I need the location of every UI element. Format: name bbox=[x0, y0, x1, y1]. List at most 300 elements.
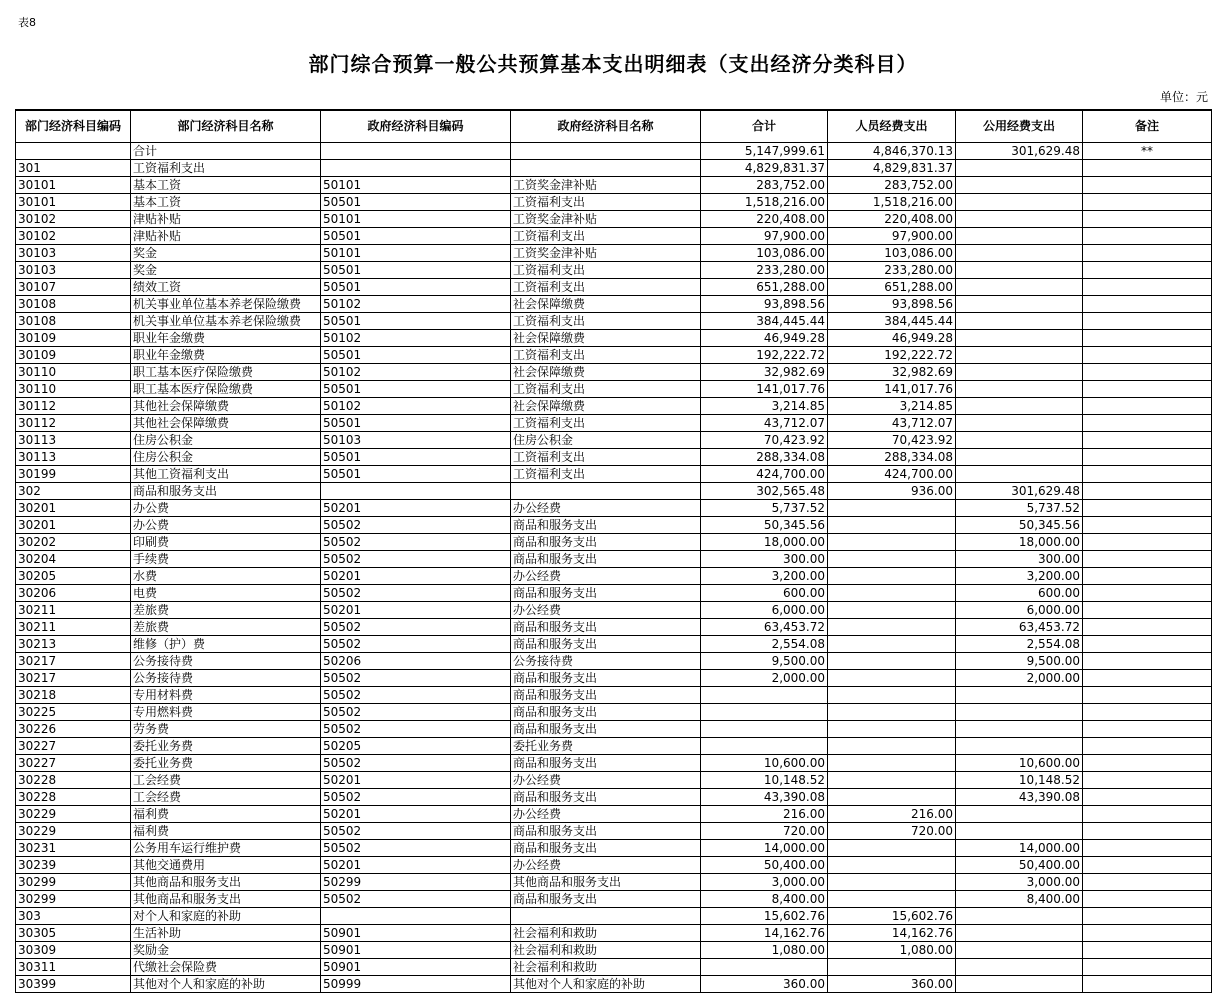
cell-note bbox=[1083, 398, 1212, 415]
cell-dept-code: 30109 bbox=[16, 330, 131, 347]
cell-dept-code: 30108 bbox=[16, 313, 131, 330]
cell-gov-code: 50502 bbox=[321, 619, 511, 636]
cell-note bbox=[1083, 245, 1212, 262]
cell-gov-code: 50502 bbox=[321, 840, 511, 857]
cell-public bbox=[956, 398, 1083, 415]
cell-gov-code: 50502 bbox=[321, 704, 511, 721]
table-row bbox=[16, 585, 1212, 602]
table-row bbox=[16, 330, 1212, 347]
cell-gov-name: 工资福利支出 bbox=[511, 415, 701, 432]
cell-dept-code: 30227 bbox=[16, 738, 131, 755]
cell-total: 192,222.72 bbox=[701, 347, 828, 364]
cell-personnel: 43,712.07 bbox=[828, 415, 956, 432]
cell-gov-code: 50501 bbox=[321, 313, 511, 330]
cell-personnel: 103,086.00 bbox=[828, 245, 956, 262]
cell-gov-name: 办公经费 bbox=[511, 857, 701, 874]
table-row bbox=[16, 772, 1212, 789]
cell-public bbox=[956, 228, 1083, 245]
cell-personnel: 936.00 bbox=[828, 483, 956, 500]
cell-personnel bbox=[828, 653, 956, 670]
cell-personnel bbox=[828, 670, 956, 687]
cell-dept-name: 职工基本医疗保险缴费 bbox=[131, 381, 321, 398]
cell-dept-code: 302 bbox=[16, 483, 131, 500]
cell-gov-name: 社会福利和救助 bbox=[511, 925, 701, 942]
cell-dept-code: 30211 bbox=[16, 619, 131, 636]
table-row bbox=[16, 823, 1212, 840]
cell-dept-code: 30101 bbox=[16, 177, 131, 194]
header-row bbox=[16, 110, 1212, 143]
table-row bbox=[16, 568, 1212, 585]
cell-gov-name bbox=[511, 908, 701, 925]
cell-total: 288,334.08 bbox=[701, 449, 828, 466]
cell-public bbox=[956, 262, 1083, 279]
table-row bbox=[16, 721, 1212, 738]
cell-dept-name: 维修（护）费 bbox=[131, 636, 321, 653]
table-row bbox=[16, 313, 1212, 330]
header-dept-code: 部门经济科目编码 bbox=[16, 110, 131, 143]
cell-note bbox=[1083, 177, 1212, 194]
cell-gov-code bbox=[321, 483, 511, 500]
cell-gov-code: 50502 bbox=[321, 517, 511, 534]
cell-gov-code: 50201 bbox=[321, 500, 511, 517]
cell-gov-code: 50205 bbox=[321, 738, 511, 755]
cell-note bbox=[1083, 925, 1212, 942]
cell-gov-code: 50502 bbox=[321, 585, 511, 602]
cell-gov-code: 50501 bbox=[321, 279, 511, 296]
cell-note bbox=[1083, 619, 1212, 636]
cell-public: 9,500.00 bbox=[956, 653, 1083, 670]
cell-dept-name: 差旅费 bbox=[131, 602, 321, 619]
cell-dept-code: 30107 bbox=[16, 279, 131, 296]
cell-note bbox=[1083, 738, 1212, 755]
cell-dept-code: 301 bbox=[16, 160, 131, 177]
cell-public: 600.00 bbox=[956, 585, 1083, 602]
cell-total bbox=[701, 721, 828, 738]
table-row bbox=[16, 279, 1212, 296]
cell-personnel bbox=[828, 789, 956, 806]
cell-dept-name: 代缴社会保险费 bbox=[131, 959, 321, 976]
cell-note bbox=[1083, 704, 1212, 721]
cell-gov-name: 商品和服务支出 bbox=[511, 704, 701, 721]
header-personnel: 人员经费支出 bbox=[828, 110, 956, 143]
cell-gov-code bbox=[321, 143, 511, 160]
cell-gov-name: 办公经费 bbox=[511, 602, 701, 619]
cell-dept-name: 机关事业单位基本养老保险缴费 bbox=[131, 296, 321, 313]
cell-total: 97,900.00 bbox=[701, 228, 828, 245]
cell-dept-name: 办公费 bbox=[131, 500, 321, 517]
cell-public: 5,737.52 bbox=[956, 500, 1083, 517]
cell-gov-code: 50103 bbox=[321, 432, 511, 449]
cell-total: 43,390.08 bbox=[701, 789, 828, 806]
cell-gov-name: 工资福利支出 bbox=[511, 262, 701, 279]
cell-gov-name: 社会保障缴费 bbox=[511, 296, 701, 313]
cell-note bbox=[1083, 585, 1212, 602]
cell-gov-name: 商品和服务支出 bbox=[511, 585, 701, 602]
cell-dept-code: 30112 bbox=[16, 415, 131, 432]
cell-dept-name: 机关事业单位基本养老保险缴费 bbox=[131, 313, 321, 330]
table-row bbox=[16, 670, 1212, 687]
cell-note bbox=[1083, 959, 1212, 976]
cell-personnel: 46,949.28 bbox=[828, 330, 956, 347]
cell-dept-name: 公务用车运行维护费 bbox=[131, 840, 321, 857]
cell-total: 15,602.76 bbox=[701, 908, 828, 925]
cell-personnel bbox=[828, 619, 956, 636]
cell-personnel bbox=[828, 585, 956, 602]
cell-total: 720.00 bbox=[701, 823, 828, 840]
cell-personnel bbox=[828, 840, 956, 857]
table-row bbox=[16, 262, 1212, 279]
cell-dept-code: 30217 bbox=[16, 653, 131, 670]
cell-public bbox=[956, 160, 1083, 177]
cell-gov-name: 工资福利支出 bbox=[511, 449, 701, 466]
cell-public bbox=[956, 279, 1083, 296]
header-public: 公用经费支出 bbox=[956, 110, 1083, 143]
cell-personnel: 424,700.00 bbox=[828, 466, 956, 483]
cell-total: 18,000.00 bbox=[701, 534, 828, 551]
table-row bbox=[16, 534, 1212, 551]
cell-gov-name: 商品和服务支出 bbox=[511, 840, 701, 857]
cell-personnel: 141,017.76 bbox=[828, 381, 956, 398]
table-row bbox=[16, 483, 1212, 500]
cell-public: 50,345.56 bbox=[956, 517, 1083, 534]
cell-note bbox=[1083, 483, 1212, 500]
table-row bbox=[16, 789, 1212, 806]
cell-dept-code: 30218 bbox=[16, 687, 131, 704]
cell-gov-code: 50201 bbox=[321, 568, 511, 585]
table-row bbox=[16, 959, 1212, 976]
cell-public bbox=[956, 738, 1083, 755]
cell-dept-name: 工资福利支出 bbox=[131, 160, 321, 177]
cell-public: 8,400.00 bbox=[956, 891, 1083, 908]
cell-gov-code: 50502 bbox=[321, 823, 511, 840]
cell-personnel bbox=[828, 874, 956, 891]
cell-gov-name: 社会福利和救助 bbox=[511, 942, 701, 959]
cell-dept-name: 合计 bbox=[131, 143, 321, 160]
cell-personnel bbox=[828, 636, 956, 653]
cell-public: 43,390.08 bbox=[956, 789, 1083, 806]
table-header bbox=[16, 110, 1212, 143]
cell-dept-code: 30102 bbox=[16, 211, 131, 228]
cell-total: 384,445.44 bbox=[701, 313, 828, 330]
table-row bbox=[16, 602, 1212, 619]
cell-dept-code: 30113 bbox=[16, 449, 131, 466]
cell-dept-name: 其他商品和服务支出 bbox=[131, 891, 321, 908]
cell-public: 2,554.08 bbox=[956, 636, 1083, 653]
cell-dept-name: 基本工资 bbox=[131, 177, 321, 194]
table-row bbox=[16, 245, 1212, 262]
cell-dept-name: 职工基本医疗保险缴费 bbox=[131, 364, 321, 381]
cell-gov-code: 50901 bbox=[321, 959, 511, 976]
table-row bbox=[16, 500, 1212, 517]
table-row bbox=[16, 432, 1212, 449]
cell-note: ** bbox=[1083, 143, 1212, 160]
cell-dept-code: 30309 bbox=[16, 942, 131, 959]
cell-personnel: 283,752.00 bbox=[828, 177, 956, 194]
cell-note bbox=[1083, 296, 1212, 313]
cell-personnel bbox=[828, 551, 956, 568]
cell-public bbox=[956, 194, 1083, 211]
cell-total bbox=[701, 704, 828, 721]
cell-note bbox=[1083, 347, 1212, 364]
cell-gov-name: 工资福利支出 bbox=[511, 347, 701, 364]
cell-public: 10,600.00 bbox=[956, 755, 1083, 772]
cell-note bbox=[1083, 789, 1212, 806]
cell-dept-name: 奖金 bbox=[131, 262, 321, 279]
table-row bbox=[16, 704, 1212, 721]
cell-gov-name: 商品和服务支出 bbox=[511, 670, 701, 687]
cell-total: 9,500.00 bbox=[701, 653, 828, 670]
cell-dept-name: 职业年金缴费 bbox=[131, 347, 321, 364]
cell-dept-name: 其他工资福利支出 bbox=[131, 466, 321, 483]
cell-personnel: 384,445.44 bbox=[828, 313, 956, 330]
cell-dept-code: 30226 bbox=[16, 721, 131, 738]
cell-public bbox=[956, 347, 1083, 364]
cell-total: 1,080.00 bbox=[701, 942, 828, 959]
cell-gov-name: 商品和服务支出 bbox=[511, 891, 701, 908]
table-row bbox=[16, 806, 1212, 823]
cell-public bbox=[956, 296, 1083, 313]
cell-note bbox=[1083, 262, 1212, 279]
cell-gov-name: 社会保障缴费 bbox=[511, 330, 701, 347]
cell-note bbox=[1083, 976, 1212, 993]
cell-dept-code: 30103 bbox=[16, 262, 131, 279]
cell-dept-name: 津贴补贴 bbox=[131, 228, 321, 245]
cell-public bbox=[956, 687, 1083, 704]
cell-public bbox=[956, 925, 1083, 942]
cell-dept-name: 其他对个人和家庭的补助 bbox=[131, 976, 321, 993]
cell-gov-name: 工资奖金津补贴 bbox=[511, 245, 701, 262]
cell-gov-name: 办公经费 bbox=[511, 500, 701, 517]
table-row bbox=[16, 194, 1212, 211]
cell-personnel: 220,408.00 bbox=[828, 211, 956, 228]
cell-dept-name: 劳务费 bbox=[131, 721, 321, 738]
cell-note bbox=[1083, 857, 1212, 874]
cell-total: 1,518,216.00 bbox=[701, 194, 828, 211]
header-gov-name: 政府经济科目名称 bbox=[511, 110, 701, 143]
table-body bbox=[16, 143, 1212, 993]
table-row bbox=[16, 891, 1212, 908]
cell-dept-name: 其他商品和服务支出 bbox=[131, 874, 321, 891]
cell-dept-code: 30112 bbox=[16, 398, 131, 415]
cell-gov-code: 50502 bbox=[321, 687, 511, 704]
cell-public: 6,000.00 bbox=[956, 602, 1083, 619]
cell-gov-code: 50502 bbox=[321, 636, 511, 653]
cell-personnel: 1,080.00 bbox=[828, 942, 956, 959]
cell-total: 220,408.00 bbox=[701, 211, 828, 228]
cell-gov-code: 50502 bbox=[321, 670, 511, 687]
cell-personnel: 93,898.56 bbox=[828, 296, 956, 313]
cell-total: 283,752.00 bbox=[701, 177, 828, 194]
cell-personnel bbox=[828, 959, 956, 976]
cell-gov-code: 50102 bbox=[321, 296, 511, 313]
cell-note bbox=[1083, 874, 1212, 891]
cell-personnel: 4,829,831.37 bbox=[828, 160, 956, 177]
cell-dept-name: 其他社会保障缴费 bbox=[131, 415, 321, 432]
cell-personnel bbox=[828, 857, 956, 874]
cell-dept-code: 30205 bbox=[16, 568, 131, 585]
table-row bbox=[16, 857, 1212, 874]
cell-dept-code: 30231 bbox=[16, 840, 131, 857]
cell-personnel bbox=[828, 534, 956, 551]
table-row bbox=[16, 228, 1212, 245]
cell-dept-code: 30201 bbox=[16, 500, 131, 517]
cell-gov-code: 50201 bbox=[321, 857, 511, 874]
cell-public bbox=[956, 942, 1083, 959]
cell-dept-code: 30101 bbox=[16, 194, 131, 211]
cell-dept-code: 30229 bbox=[16, 806, 131, 823]
cell-dept-code: 30217 bbox=[16, 670, 131, 687]
cell-gov-code: 50501 bbox=[321, 228, 511, 245]
cell-total: 93,898.56 bbox=[701, 296, 828, 313]
cell-personnel: 216.00 bbox=[828, 806, 956, 823]
cell-public bbox=[956, 721, 1083, 738]
cell-total: 10,148.52 bbox=[701, 772, 828, 789]
cell-dept-code: 30228 bbox=[16, 789, 131, 806]
cell-note bbox=[1083, 381, 1212, 398]
cell-personnel: 97,900.00 bbox=[828, 228, 956, 245]
cell-total: 8,400.00 bbox=[701, 891, 828, 908]
cell-total: 14,000.00 bbox=[701, 840, 828, 857]
cell-note bbox=[1083, 670, 1212, 687]
cell-gov-name: 工资福利支出 bbox=[511, 228, 701, 245]
cell-personnel: 14,162.76 bbox=[828, 925, 956, 942]
cell-personnel: 70,423.92 bbox=[828, 432, 956, 449]
cell-dept-name: 电费 bbox=[131, 585, 321, 602]
cell-public bbox=[956, 313, 1083, 330]
cell-dept-code bbox=[16, 143, 131, 160]
cell-gov-code: 50101 bbox=[321, 211, 511, 228]
table-row bbox=[16, 840, 1212, 857]
cell-dept-name: 绩效工资 bbox=[131, 279, 321, 296]
cell-gov-code: 50299 bbox=[321, 874, 511, 891]
cell-note bbox=[1083, 653, 1212, 670]
cell-gov-code: 50206 bbox=[321, 653, 511, 670]
cell-gov-code: 50502 bbox=[321, 721, 511, 738]
cell-dept-code: 30211 bbox=[16, 602, 131, 619]
cell-note bbox=[1083, 160, 1212, 177]
cell-total: 216.00 bbox=[701, 806, 828, 823]
sheet-tag: 表8 bbox=[18, 16, 36, 29]
cell-gov-name: 商品和服务支出 bbox=[511, 619, 701, 636]
cell-dept-code: 30102 bbox=[16, 228, 131, 245]
table-row bbox=[16, 976, 1212, 993]
cell-gov-name: 商品和服务支出 bbox=[511, 517, 701, 534]
cell-gov-name: 社会保障缴费 bbox=[511, 398, 701, 415]
cell-public bbox=[956, 432, 1083, 449]
cell-gov-name: 办公经费 bbox=[511, 806, 701, 823]
cell-gov-name: 住房公积金 bbox=[511, 432, 701, 449]
cell-gov-name: 办公经费 bbox=[511, 568, 701, 585]
cell-public bbox=[956, 449, 1083, 466]
cell-personnel bbox=[828, 738, 956, 755]
cell-note bbox=[1083, 330, 1212, 347]
cell-dept-name: 职业年金缴费 bbox=[131, 330, 321, 347]
cell-personnel: 192,222.72 bbox=[828, 347, 956, 364]
unit-label: 单位：元 bbox=[1159, 90, 1208, 104]
table-row bbox=[16, 347, 1212, 364]
table-row bbox=[16, 177, 1212, 194]
cell-note bbox=[1083, 772, 1212, 789]
cell-dept-code: 30110 bbox=[16, 364, 131, 381]
cell-public bbox=[956, 959, 1083, 976]
cell-dept-code: 30204 bbox=[16, 551, 131, 568]
cell-total: 14,162.76 bbox=[701, 925, 828, 942]
cell-total: 2,554.08 bbox=[701, 636, 828, 653]
cell-total: 2,000.00 bbox=[701, 670, 828, 687]
cell-gov-code: 50102 bbox=[321, 330, 511, 347]
cell-dept-name: 专用材料费 bbox=[131, 687, 321, 704]
header-note: 备注 bbox=[1083, 110, 1212, 143]
cell-dept-name: 工会经费 bbox=[131, 772, 321, 789]
cell-public: 63,453.72 bbox=[956, 619, 1083, 636]
cell-dept-name: 差旅费 bbox=[131, 619, 321, 636]
cell-dept-code: 30206 bbox=[16, 585, 131, 602]
cell-total: 63,453.72 bbox=[701, 619, 828, 636]
cell-gov-name: 工资奖金津补贴 bbox=[511, 211, 701, 228]
cell-gov-name: 委托业务费 bbox=[511, 738, 701, 755]
cell-public bbox=[956, 466, 1083, 483]
cell-dept-name: 奖励金 bbox=[131, 942, 321, 959]
cell-note bbox=[1083, 755, 1212, 772]
cell-dept-name: 对个人和家庭的补助 bbox=[131, 908, 321, 925]
cell-dept-name: 办公费 bbox=[131, 517, 321, 534]
cell-public bbox=[956, 415, 1083, 432]
cell-total: 6,000.00 bbox=[701, 602, 828, 619]
cell-gov-name: 商品和服务支出 bbox=[511, 687, 701, 704]
cell-gov-name: 公务接待费 bbox=[511, 653, 701, 670]
cell-gov-name: 商品和服务支出 bbox=[511, 636, 701, 653]
cell-note bbox=[1083, 806, 1212, 823]
cell-total: 424,700.00 bbox=[701, 466, 828, 483]
table-row bbox=[16, 874, 1212, 891]
cell-gov-code: 50102 bbox=[321, 364, 511, 381]
cell-gov-name: 商品和服务支出 bbox=[511, 534, 701, 551]
cell-gov-name: 工资奖金津补贴 bbox=[511, 177, 701, 194]
cell-total bbox=[701, 738, 828, 755]
cell-gov-code: 50502 bbox=[321, 755, 511, 772]
cell-public bbox=[956, 704, 1083, 721]
cell-dept-name: 住房公积金 bbox=[131, 449, 321, 466]
table-row bbox=[16, 381, 1212, 398]
cell-total: 3,214.85 bbox=[701, 398, 828, 415]
cell-personnel bbox=[828, 891, 956, 908]
cell-dept-code: 30228 bbox=[16, 772, 131, 789]
cell-public bbox=[956, 177, 1083, 194]
cell-public bbox=[956, 330, 1083, 347]
cell-public: 301,629.48 bbox=[956, 483, 1083, 500]
cell-personnel bbox=[828, 721, 956, 738]
cell-dept-name: 其他交通费用 bbox=[131, 857, 321, 874]
cell-note bbox=[1083, 432, 1212, 449]
cell-total: 233,280.00 bbox=[701, 262, 828, 279]
cell-dept-code: 30399 bbox=[16, 976, 131, 993]
table-row bbox=[16, 296, 1212, 313]
cell-total bbox=[701, 959, 828, 976]
cell-gov-name: 商品和服务支出 bbox=[511, 823, 701, 840]
cell-dept-code: 30299 bbox=[16, 874, 131, 891]
cell-public: 14,000.00 bbox=[956, 840, 1083, 857]
cell-dept-code: 30239 bbox=[16, 857, 131, 874]
cell-gov-code: 50501 bbox=[321, 449, 511, 466]
table-row bbox=[16, 942, 1212, 959]
cell-dept-name: 奖金 bbox=[131, 245, 321, 262]
cell-gov-name: 商品和服务支出 bbox=[511, 755, 701, 772]
cell-note bbox=[1083, 908, 1212, 925]
page-title: 部门综合预算一般公共预算基本支出明细表（支出经济分类科目） bbox=[308, 52, 918, 76]
cell-public: 3,000.00 bbox=[956, 874, 1083, 891]
cell-dept-code: 30227 bbox=[16, 755, 131, 772]
cell-gov-name: 其他对个人和家庭的补助 bbox=[511, 976, 701, 993]
